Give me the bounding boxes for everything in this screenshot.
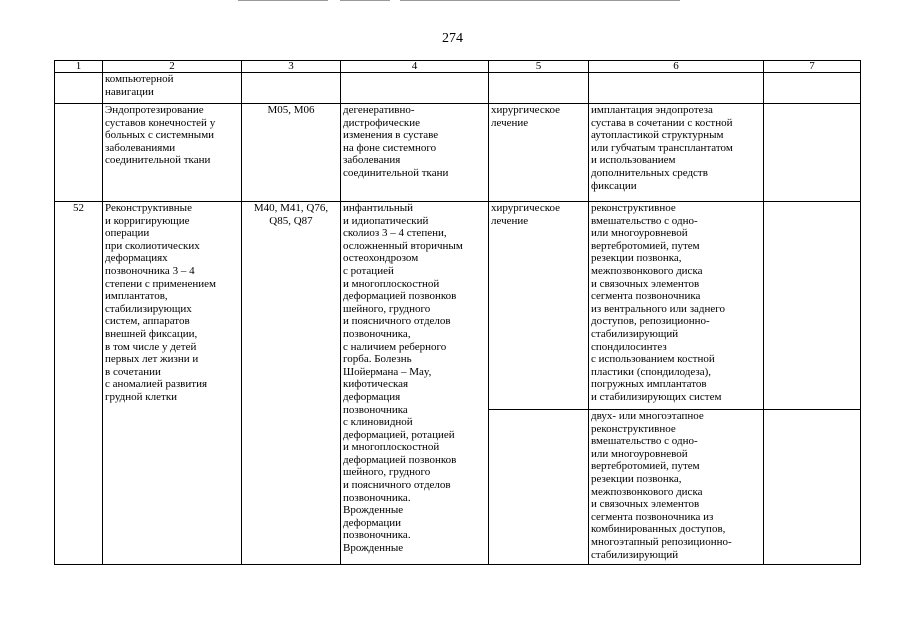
cell-norm (764, 202, 861, 410)
text-line: хирургическое (491, 104, 561, 116)
text-line: инфантильный (343, 202, 414, 214)
text-line: Эндопротезирование (105, 104, 204, 116)
text-line: и поясничного отделов (343, 479, 451, 492)
text-line: спондилосинтез (591, 340, 667, 353)
text-line: позвоночника 3 – 4 (105, 264, 195, 277)
text-line: вмешательство с одно- (591, 435, 698, 448)
text-line: на фоне системного (343, 141, 437, 154)
column-number: 2 (103, 61, 242, 73)
cell-number: 52 (55, 202, 103, 565)
text-line: навигации (105, 85, 154, 98)
text-line: сегмента позвоночника из (591, 510, 714, 523)
text-line: деформация (343, 390, 401, 403)
text-line: деформациях (105, 252, 168, 265)
text-line: и многоплоскостной (343, 277, 440, 290)
column-number: 1 (55, 61, 103, 73)
text-line: суставов конечностей у (105, 116, 216, 129)
text-line: с ротацией (343, 264, 394, 277)
text-line: стабилизирующих (105, 302, 192, 315)
text-line: и использованием (591, 154, 676, 167)
cell-icd-code (242, 73, 341, 104)
text-line: грудной клетки (105, 390, 178, 403)
text-line: вертебротомией, путем (591, 460, 700, 473)
text-line: дегенеративно- (343, 104, 415, 116)
text-line: и связочных элементов (591, 277, 700, 290)
cell-treatment-type (489, 202, 589, 410)
text-line: имплантация эндопротеза (591, 104, 713, 116)
cell-norm (764, 104, 861, 202)
text-line: деформацией позвонков (343, 290, 457, 303)
text-line: позвоночника, (343, 327, 411, 340)
text-line: позвоночника (343, 403, 408, 416)
text-line: и стабилизирующих систем (591, 390, 722, 403)
column-number: 7 (764, 61, 861, 73)
text-line: при сколиотических (105, 239, 200, 252)
text-line: и корригирующие (105, 214, 190, 227)
cell-treatment-type (489, 410, 589, 565)
cell-norm (764, 410, 861, 565)
text-line: соединительной ткани (343, 166, 449, 179)
top-rule-left (238, 0, 328, 1)
text-line: шейного, грудного (343, 302, 431, 315)
text-line: первых лет жизни и (105, 353, 199, 366)
text-line: реконструктивное (591, 202, 676, 214)
text-line: пластики (спондилодеза), (591, 365, 712, 378)
cell-icd-code (242, 104, 341, 202)
text-line: или многоуровневой (591, 227, 688, 240)
text-line: фиксации (591, 179, 637, 192)
text-line: деформации (343, 516, 402, 529)
text-line: и многоплоскостной (343, 441, 440, 454)
text-line: стабилизирующий (591, 327, 679, 340)
text-line: многоэтапный репозиционно- (591, 535, 732, 548)
text-line: Врожденные (343, 504, 404, 517)
cell-icd-code (242, 202, 341, 565)
text-line: шейного, грудного (343, 466, 431, 479)
cell-number (55, 73, 103, 104)
cell-treatment-method (589, 202, 764, 410)
text-line: и связочных элементов (591, 498, 700, 511)
text-line: двух- или многоэтапное (591, 410, 704, 422)
text-line: деформацией, ротацией (343, 428, 455, 441)
column-number-row (55, 61, 861, 73)
text-line: кифотическая (343, 378, 409, 391)
cell-diagnosis (341, 202, 489, 565)
column-number: 3 (242, 61, 341, 73)
text-line: позвоночника. (343, 529, 411, 542)
text-line: сегмента позвоночника (591, 290, 701, 303)
text-line: M40, M41, Q76, (253, 202, 329, 214)
text-line: резекции позвонка, (591, 252, 682, 265)
table-row-52 (55, 202, 861, 410)
text-line: соединительной ткани (105, 154, 211, 167)
text-line: заболевания (343, 154, 401, 167)
cell-treatment-method (589, 410, 764, 565)
text-line: вмешательство с одно- (591, 214, 698, 227)
cell-diagnosis (341, 73, 489, 104)
text-line: остеохондрозом (343, 252, 419, 265)
cell-number (55, 104, 103, 202)
medical-care-table (54, 60, 861, 565)
text-line: вертебротомией, путем (591, 239, 700, 252)
cell-method-name (103, 73, 242, 104)
cell-treatment-type (489, 73, 589, 104)
column-number: 5 (489, 61, 589, 73)
text-line: операции (105, 227, 150, 240)
text-line: межпозвонкового диска (591, 485, 703, 498)
text-line: хирургическое (491, 202, 561, 214)
text-line: внешней фиксации, (105, 327, 198, 340)
text-line: Шойермана – May, (343, 365, 432, 378)
text-line: Q85, Q87 (269, 214, 313, 227)
text-line: сколиоз 3 – 4 степени, (343, 227, 447, 240)
text-line: аутопластикой структурным (591, 129, 724, 142)
text-line: имплантатов, (105, 290, 168, 303)
text-line: дополнительных средств (591, 166, 708, 179)
text-line: сустава в сочетании с костной (591, 116, 733, 129)
text-line: позвоночника. (343, 491, 411, 504)
text-line: в том числе у детей (105, 340, 197, 353)
text-line: заболеваниями (105, 141, 176, 154)
table-row-endoprosthesis (55, 104, 861, 202)
text-line: доступов, репозиционно- (591, 315, 710, 328)
text-line: горба. Болезнь (343, 353, 412, 366)
text-line: компьютерной (105, 73, 174, 85)
text-line: из вентрального или заднего (591, 302, 726, 315)
text-line: резекции позвонка, (591, 472, 682, 485)
text-line: или губчатым трансплантатом (591, 141, 733, 154)
cell-treatment-method (589, 104, 764, 202)
text-line: степени с применением (105, 277, 216, 290)
text-line: дистрофические (343, 116, 421, 129)
text-line: в сочетании (105, 365, 161, 378)
text-line: лечение (491, 214, 529, 227)
table-row-continuation (55, 73, 861, 104)
text-line: с клиновидной (343, 416, 413, 429)
text-line: или многоуровневой (591, 447, 688, 460)
cell-treatment-method (589, 73, 764, 104)
column-number: 4 (341, 61, 489, 73)
text-line: с аномалией развития (105, 378, 208, 391)
text-line: осложненный вторичным (343, 239, 463, 252)
text-line: с наличием реберного (343, 340, 447, 353)
column-number: 6 (589, 61, 764, 73)
text-line: больных с системными (105, 129, 215, 142)
text-line: комбинированных доступов, (591, 523, 726, 536)
text-line: погружных имплантатов (591, 378, 707, 391)
cell-method-name (103, 202, 242, 565)
text-line: и поясничного отделов (343, 315, 451, 328)
text-line: лечение (491, 116, 529, 129)
text-line: Реконструктивные (105, 202, 192, 214)
text-line: межпозвонкового диска (591, 264, 703, 277)
page-number: 274 (442, 31, 463, 46)
text-line: деформацией позвонков (343, 453, 457, 466)
top-rule-right (400, 0, 680, 1)
text-line: с использованием костной (591, 353, 715, 366)
text-line: и идиопатический (343, 214, 429, 227)
text-line: стабилизирующий (591, 548, 679, 561)
text-line: Врожденные (343, 542, 404, 555)
text-line: систем, аппаратов (105, 315, 190, 328)
text-line: изменения в суставе (343, 129, 439, 142)
cell-diagnosis (341, 104, 489, 202)
cell-treatment-type (489, 104, 589, 202)
top-rule-mid (340, 0, 390, 1)
text-line: M05, M06 (267, 104, 315, 116)
cell-norm (764, 73, 861, 104)
cell-method-name (103, 104, 242, 202)
text-line: реконструктивное (591, 422, 676, 435)
